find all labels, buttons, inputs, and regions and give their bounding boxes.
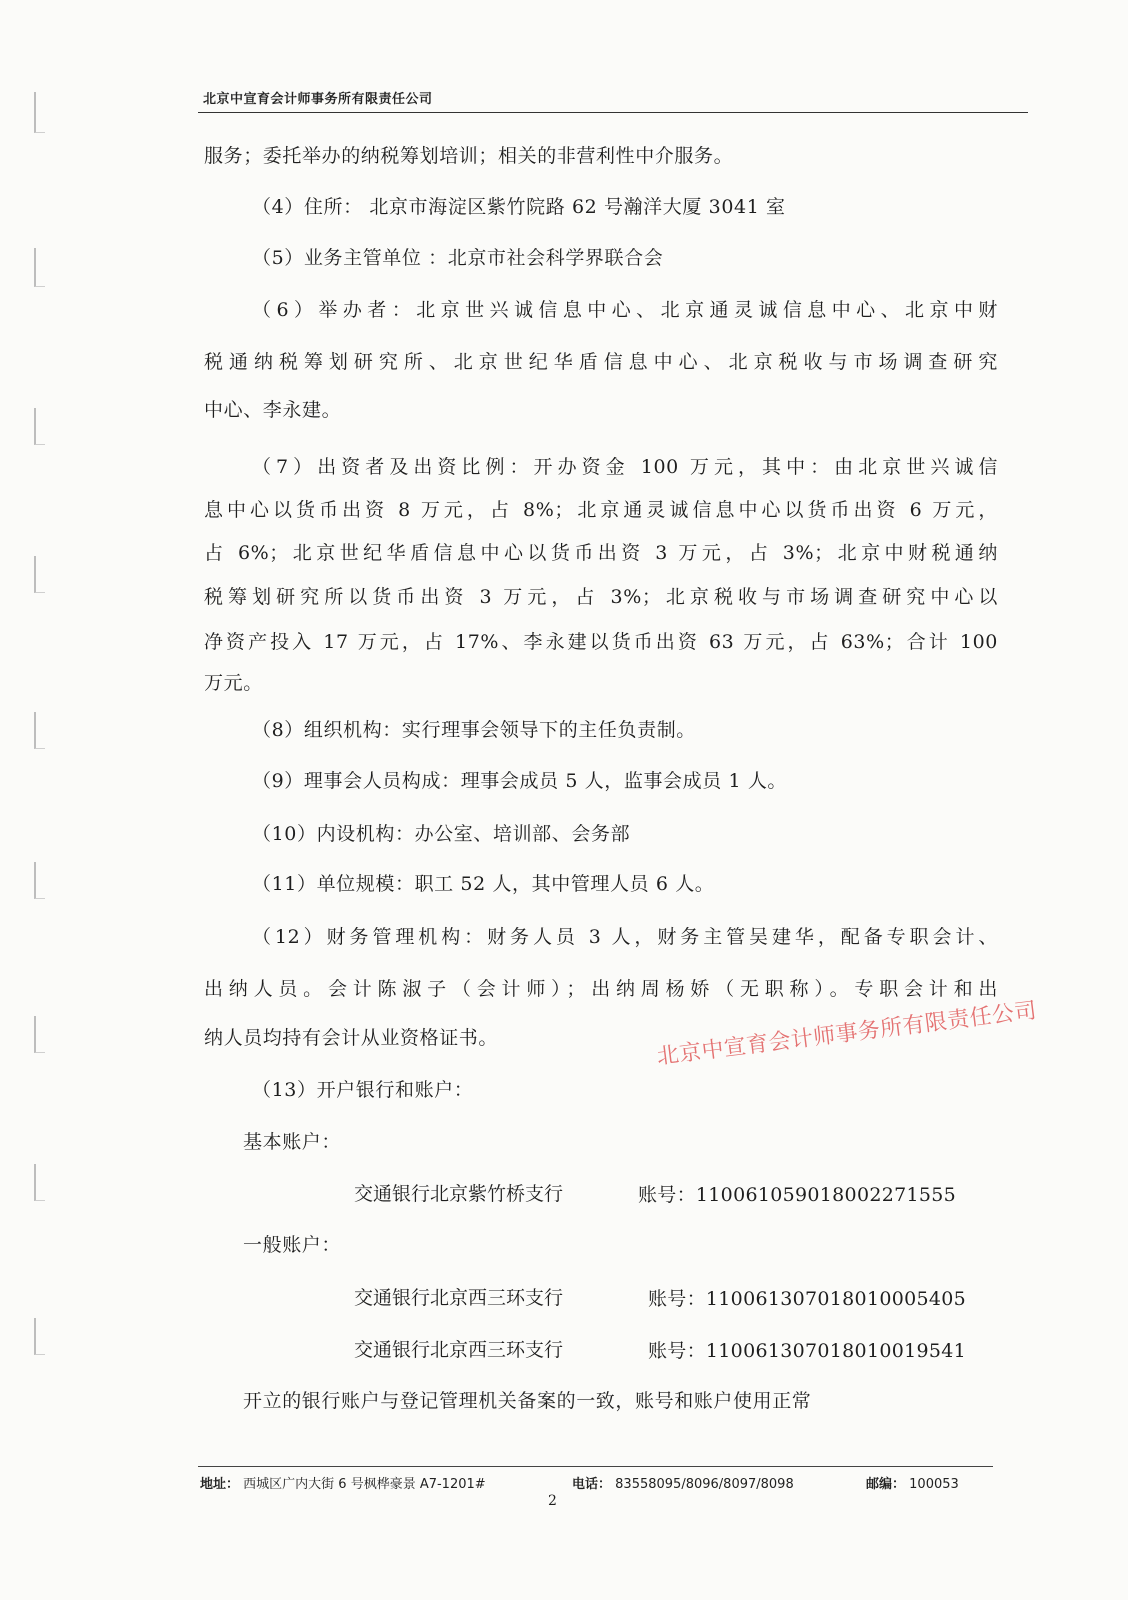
body-line: （10）内设机构：办公室、培训部、会务部	[252, 823, 631, 845]
body-line: （5）业务主管单位 ：北京市社会科学界联合会	[252, 247, 664, 269]
footer-address	[200, 1473, 486, 1492]
binding-mark	[34, 248, 45, 287]
body-line: 中心、李永建。	[204, 399, 342, 421]
body-line: （8）组织机构：实行理事会领导下的主任负责制。	[252, 719, 696, 741]
account-bank-name: 交通银行北京西三环支行	[354, 1287, 564, 1309]
body-line: 出纳人员。会计陈淑子（会计师）；出纳周杨娇（无职称）。专职会计和出	[204, 978, 998, 1000]
footer-postcode	[866, 1473, 959, 1492]
footer-phone-value: 83558095/8096/8097/8098	[615, 1477, 794, 1492]
body-line: （6）举办者：北京世兴诚信息中心、北京通灵诚信息中心、北京中财	[252, 299, 998, 321]
binding-mark	[34, 862, 45, 899]
body-line: （11）单位规模：职工 52 人，其中管理人员 6 人。	[252, 873, 715, 895]
body-line: （13）开户银行和账户：	[252, 1079, 474, 1101]
footer-divider	[198, 1466, 993, 1467]
page-number: 2	[548, 1493, 557, 1509]
binding-mark	[34, 1164, 45, 1201]
account-number: 账号：110061059018002271555	[638, 1184, 957, 1206]
body-line: 净资产投入 17 万元，占 17%、李永建以货币出资 63 万元，占 63%；合计 100	[204, 631, 998, 653]
letterhead-firm-name: 北京中宣育会计师事务所有限责任公司	[203, 92, 433, 107]
body-line: 纳人员均持有会计从业资格证书。	[204, 1027, 499, 1049]
binding-mark	[34, 712, 45, 749]
binding-mark	[34, 92, 45, 133]
account-bank-name: 交通银行北京紫竹桥支行	[354, 1183, 564, 1205]
body-line: 占 6%；北京世纪华盾信息中心以货币出资 3 万元，占 3%；北京中财税通纳	[204, 542, 998, 564]
company-seal-stamp: 北京中宣育会计师事务所有限责任公司	[655, 998, 1039, 1070]
basic-account-label: 基本账户：	[243, 1131, 342, 1153]
body-line: 税筹划研究所以货币出资 3 万元，占 3%；北京税收与市场调查研究中心以	[204, 586, 998, 608]
general-account-label: 一般账户：	[243, 1234, 342, 1256]
binding-mark	[34, 556, 45, 593]
binding-mark	[34, 1016, 45, 1053]
body-line: 万元。	[204, 672, 263, 694]
header-divider	[198, 112, 1028, 113]
account-number: 账号：110061307018010019541	[648, 1340, 967, 1362]
binding-mark	[34, 1318, 45, 1355]
body-line: （7）出资者及出资比例：开办资金 100 万元，其中：由北京世兴诚信	[252, 456, 998, 478]
binding-mark	[34, 408, 45, 445]
footer-postcode-label: 邮编：	[866, 1477, 906, 1492]
footer-address-value: 西城区广内大街 6 号枫桦豪景 A7-1201#	[243, 1477, 486, 1492]
body-line: 息中心以货币出资 8 万元，占 8%；北京通灵诚信息中心以货币出资 6 万元，	[204, 499, 998, 521]
account-number: 账号：110061307018010005405	[648, 1288, 967, 1310]
footer-phone	[572, 1473, 794, 1492]
body-line: （9）理事会人员构成：理事会成员 5 人，监事会成员 1 人。	[252, 770, 788, 792]
body-line: 服务；委托举办的纳税筹划培训；相关的非营利性中介服务。	[204, 145, 734, 167]
body-line: 开立的银行账户与登记管理机关备案的一致，账号和账户使用正常	[243, 1390, 812, 1412]
body-line: 税通纳税筹划研究所、北京世纪华盾信息中心、北京税收与市场调查研究	[204, 351, 998, 373]
footer-phone-label: 电话：	[572, 1477, 612, 1492]
body-line: （12）财务管理机构：财务人员 3 人，财务主管吴建华，配备专职会计、	[252, 926, 998, 948]
body-line: （4）住所： 北京市海淀区紫竹院路 62 号瀚洋大厦 3041 室	[252, 196, 786, 218]
account-bank-name: 交通银行北京西三环支行	[354, 1339, 564, 1361]
footer-address-label: 地址：	[200, 1477, 240, 1492]
footer-postcode-value: 100053	[909, 1477, 959, 1492]
